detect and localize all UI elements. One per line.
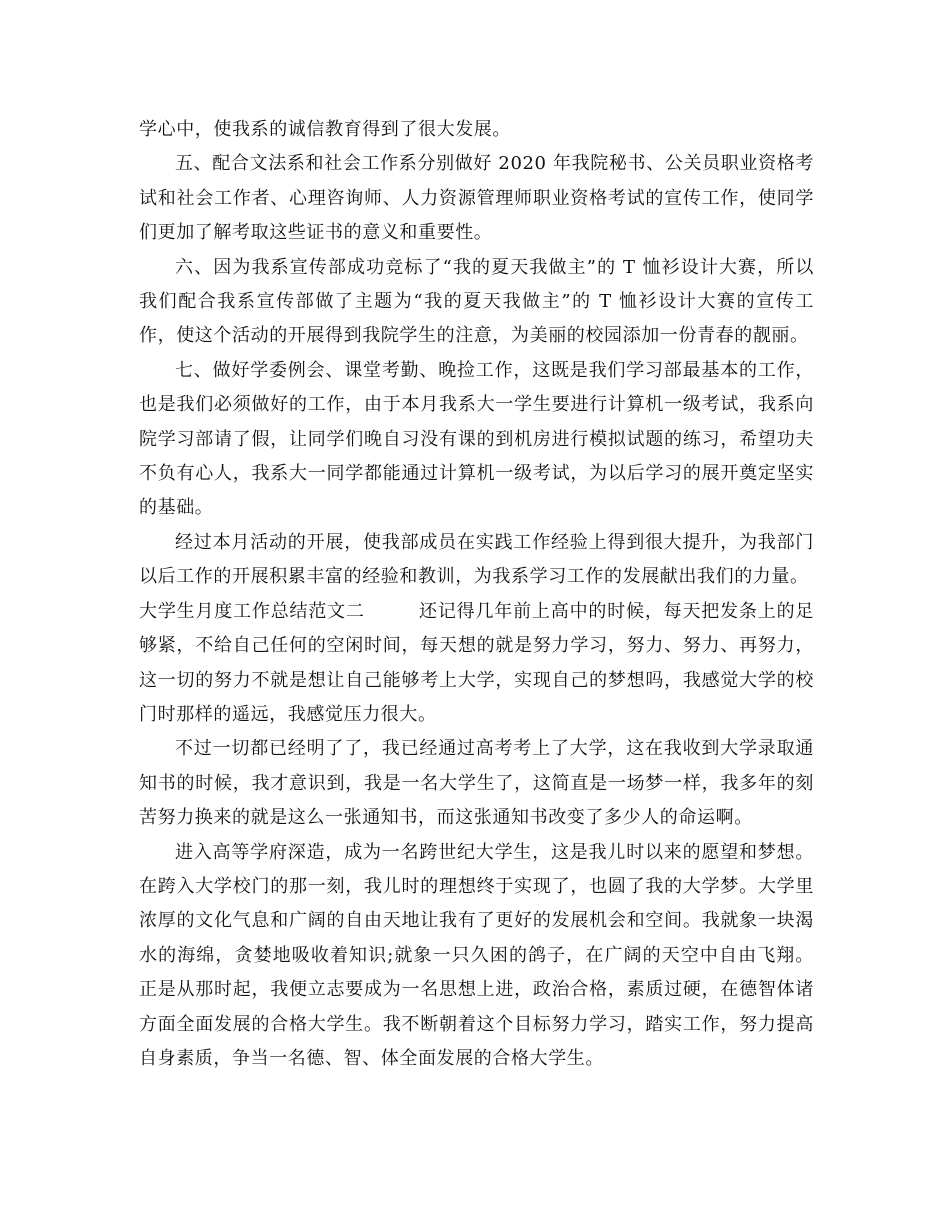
paragraph-item-7: 七、做好学委例会、课堂考勤、晚捡工作，这既是我们学习部最基本的工作，也是我们必须做好的工作，由于本月我系大一学生要进行计算机一级考试，我系向院学习部请了假，让同学们晚自习没有课的到机房进行模拟试题的练习，希望功夫不负有心人，我系大一同学都能通过计算机一级考试，为以后学习的展开奠定坚实的基础。: [139, 359, 814, 519]
section-heading: 大学生月度工作总结范文二: [139, 600, 365, 622]
paragraph-admission: 不过一切都已经明了了，我已经通过高考考上了大学，这在我收到大学录取通知书的时候，我才意识到，我是一名大学生了，这简直是一场梦一样，我多年的刻苦努力换来的就是这么一张通知书，而这张通知书改变了多少人的命运啊。: [139, 738, 814, 829]
paragraph-continuation: 学心中，使我系的诚信教育得到了很大发展。: [139, 119, 511, 140]
section-first-text: 还记得几年前上高中的时候，每天把发条上的足够紧，不给自己任何的空闲时间，每天想的就是努力学习，努力、努力、再努力，这一切的努力不就是想让自己能够考上大学，实现自己的梦想吗，我感觉大学的校门时那样的遥远，我感觉压力很大。: [139, 600, 814, 725]
document-body: [139, 113, 814, 1076]
paragraph-item-5: 五、配合文法系和社会工作系分别做好 2020 年我院秘书、公关员职业资格考试和社会工作者、心理咨询师、人力资源管理师职业资格考试的宣传工作，使同学们更加了解考取这些证书的意义和重要性。: [139, 153, 814, 244]
paragraph-university: 进入高等学府深造，成为一名跨世纪大学生，这是我儿时以来的愿望和梦想。在跨入大学校门的那一刻，我儿时的理想终于实现了，也圆了我的大学梦。大学里浓厚的文化气息和广阔的自由天地让我有了更好的发展机会和空间。我就象一块渴水的海绵，贪婪地吸收着知识;就象一只久困的鸽子，在广阔的天空中自由飞翔。正是从那时起，我便立志要成为一名思想上进，政治合格，素质过硬，在德智体诸方面全面发展的合格大学生。我不断朝着这个目标努力学习，踏实工作，努力提高自身素质，争当一名德、智、体全面发展的合格大学生。: [139, 841, 814, 1069]
section-paragraph: [139, 595, 814, 733]
paragraph-item-6: 六、因为我系宣传部成功竞标了“我的夏天我做主”的 T 恤衫设计大赛，所以我们配合我系宣传部做了主题为“我的夏天我做主”的 T 恤衫设计大赛的宣传工作，使这个活动的开展得到我院学生的注意，为美丽的校园添加一份青春的靓丽。: [139, 256, 814, 347]
paragraph-summary: 经过本月活动的开展，使我部成员在实践工作经验上得到很大提升，为我部门以后工作的开展积累丰富的经验和教训，为我系学习工作的发展献出我们的力量。: [139, 531, 814, 588]
